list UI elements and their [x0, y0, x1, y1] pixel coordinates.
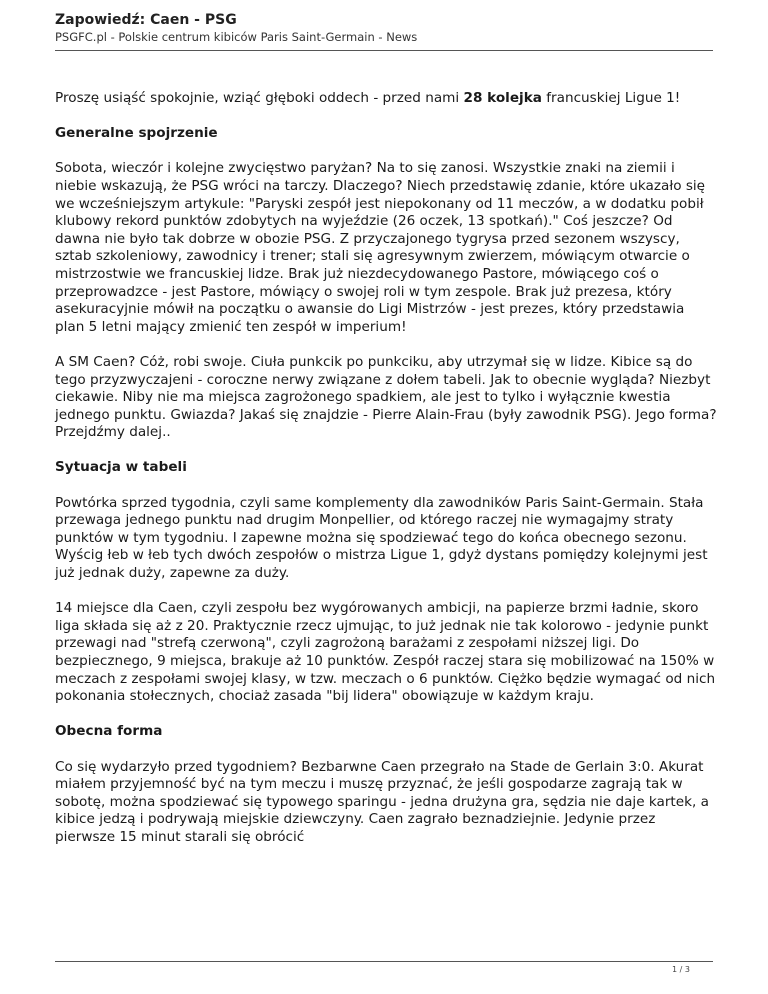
section-heading-form: Obecna forma — [55, 723, 163, 740]
page-number: 1 / 3 — [672, 965, 690, 974]
paragraph: Sobota, wieczór i kolejne zwycięstwo paryżan? Na to się zanosi. Wszystkie znaki na ziemii i niebie wskazują, że PSG wróci na tarczy. Dlaczego? Niech przedstawię zdanie, które ukazało się we wcześniejszym artykule: "Paryski zespół jest niepokonany od 11 meczów, a w dodatku pobił klubowy rekord punktów zdobytych na wyjeździe (26 oczek, 13 spotkań)." Coś jeszcze? Od dawna nie było tak dobrze w obozie PSG. Z przyczajonego tygrysa przed sezonem wszyscy, sztab szkoleniowy, zawodnicy i trener; stali się agresywnym zwierzem, mówiącym otwarcie o mistrzostwie we francuskiej lidze. Brak już niezdecydowanego Pastore, mówiącego coś o przeprowadzce - jest Pastore, mówiący o swojej roli w tym zespole. Brak już prezesa, który asekuracyjnie mówił na początku o awansie do Ligi Mistrzów - jest prezes, który przedstawia plan 5 letni mający zmienić ten zespół w imperium! — [55, 160, 706, 335]
intro-paragraph — [55, 90, 717, 108]
document-title: Zapowiedź: Caen - PSG — [55, 12, 237, 28]
paragraph: Powtórka sprzed tygodnia, czyli same komplementy dla zawodników Paris Saint-Germain. Stała przewaga jednego punktu nad drugim Monpellier, od którego raczej nie wymagajmy straty punktów w tym tygodniu. I zapewne można się spodziewać tego do końca obecnego sezonu. Wyścig łeb w łeb tych dwóch zespołów o mistrza Ligue 1, gdyż dystans pomiędzy kolejnymi jest już jednak duży, zapewne za duży. — [55, 494, 708, 582]
intro-text-after: francuskiej Ligue 1! — [541, 90, 681, 106]
section-heading-general: Generalne spojrzenie — [55, 125, 218, 142]
intro-text-before: Proszę usiąść spokojnie, wziąć głęboki oddech - przed nami — [55, 90, 464, 106]
document-subtitle: PSGFC.pl - Polskie centrum kibiców Paris Saint-Germain - News — [55, 30, 418, 44]
footer-divider — [55, 961, 713, 962]
paragraph: 14 miejsce dla Caen, czyli zespołu bez wygórowanych ambicji, na papierze brzmi ładnie, skoro liga składa się aż z 20. Praktycznie rzecz ujmując, to już jednak nie tak kolorowo - jedynie punkt przewagi nad "strefą czerwoną", czyli zagrożoną barażami z zespołami niższej ligi. Do bezpiecznego, 9 miejsca, brakuje aż 10 punktów. Zespół raczej stara się mobilizować na 150% w meczach z zespołami swojej klasy, w tzw. meczach o 6 punktów. Ciężko będzie wymagać od nich pokonania stołecznych, chociaż zasada "bij lidera" obowiązuje w każdym kraju. — [55, 600, 716, 705]
header-divider — [55, 50, 713, 51]
article-body — [55, 90, 717, 864]
paragraph: Co się wydarzyło przed tygodniem? Bezbarwne Caen przegrało na Stade de Gerlain 3:0. Akurat miałem przyjemność być na tym meczu i muszę przyznać, że jeśli gospodarze zagrają tak w sobotę, można spodziewać się typowego sparingu - jedna drużyna gra, sędzia nie daje kartek, a kibice jedzą i podrywają miejskie dziewczyny. Caen zagrało beznadziejnie. Jedynie przez pierwsze 15 minut starali się obrócić — [55, 758, 709, 845]
section-heading-table: Sytuacja w tabeli — [55, 459, 187, 476]
paragraph: A SM Caen? Cóż, robi swoje. Ciuła punkcik po punkciku, aby utrzymał się w lidze. Kibice są do tego przyzwyczajeni - coroczne nerwy związane z dołem tabeli. Jak to obecnie wygląda? Niezbyt ciekawie. Niby nie ma miejsca zagrożonego spadkiem, ale jest to tylko i wyłącznie kwestia jednego punktu. Gwiazda? Jakaś się znajdzie - Pierre Alain-Frau (były zawodnik PSG). Jego forma? Przejdźmy dalej.. — [55, 353, 717, 441]
intro-bold-round: 28 kolejka — [463, 90, 542, 106]
document-header — [55, 12, 713, 45]
